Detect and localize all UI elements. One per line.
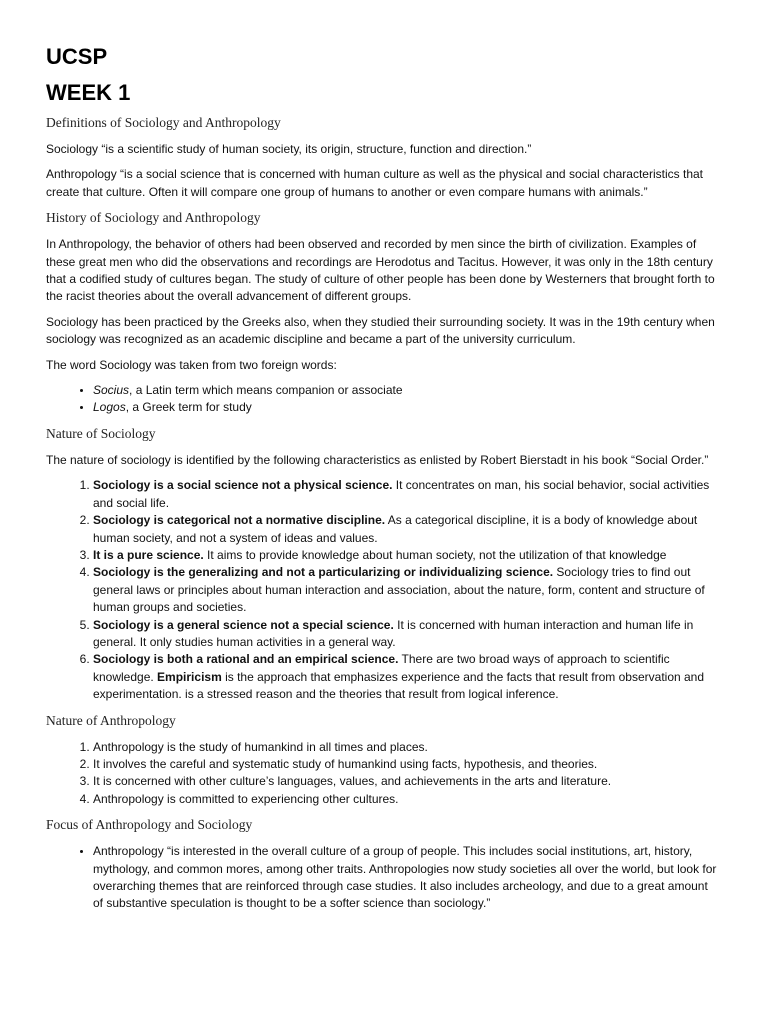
word-origin-list <box>46 382 718 417</box>
item-text: is the approach that emphasizes experience and the facts that result from observation and experimentation. is a stressed reason and the theories that result from logical inference. <box>93 669 705 702</box>
focus-list <box>46 843 718 913</box>
focus-heading: Focus of Anthropology and Sociology <box>46 817 253 833</box>
list-item <box>93 617 718 652</box>
item-lead: Sociology is categorical not a normative discipline. <box>93 513 386 528</box>
history-heading: History of Sociology and Anthropology <box>46 210 261 226</box>
list-item: 4. Anthropology is committed to experiencing other cultures. <box>93 791 718 808</box>
item-lead: Sociology is a social science not a physical science. <box>93 478 393 493</box>
item-lead: Sociology is the generalizing and not a particularizing or individualizing science. <box>93 565 554 580</box>
list-item: 1. Anthropology is the study of humankind in all times and places. <box>93 739 718 756</box>
term-description: , a Latin term which means companion or associate <box>129 383 403 398</box>
nature-sociology-heading: Nature of Sociology <box>46 425 156 441</box>
item-text: As a categorical discipline, it is a body of knowledge about human society, and not a system of ideas and values. <box>93 513 698 545</box>
list-item <box>93 399 718 416</box>
item-lead: It is a pure science. <box>93 547 204 562</box>
item-text: There are two broad ways of approach to scientific knowledge. <box>93 652 670 684</box>
document-title: UCSP <box>46 44 108 69</box>
list-item <box>93 382 718 399</box>
item-term: Empiricism <box>157 669 222 684</box>
nature-anthropology-list <box>46 739 718 809</box>
nature-anthropology-heading: Nature of Anthropology <box>46 712 176 728</box>
item-text: It is concerned with human interaction and human life in general. It only studies human activities in a general way. <box>93 617 694 649</box>
sociology-definition: Sociology “is a scientific study of human society, its origin, structure, function and direction.” <box>46 142 532 156</box>
term: Socius <box>93 383 130 398</box>
list-item: • Anthropology “is interested in the overall culture of a group of people. This includes social institutions, art, history, mythology, and common mores, among other traits. Anthropologies now study societies all over the world, but look for overarching themes that are reinforced through case studies. It also includes archeology, and due to a great amount of substantive speculation is thought to be a softer science than sociology.” <box>93 843 718 913</box>
term: Logos <box>93 400 126 415</box>
item-text: It concentrates on man, his social behavior, social activities and social life. <box>93 478 710 510</box>
history-paragraph-1: In Anthropology, the behavior of others had been observed and recorded by men since the birth of civilization. Examples of these great men who did the observations and recordings are Herodotus and Tacitus. However, it was only in the 18th century that a codified study of cultures began. The study of culture of other people has been done by Westerners that brought forth to the racist theories about the overall advancement of different groups. <box>46 237 715 304</box>
item-lead: Sociology is both a rational and an empirical science. <box>93 652 399 667</box>
list-item <box>93 564 718 616</box>
nature-sociology-list <box>46 477 718 703</box>
list-item <box>93 512 718 547</box>
term-description: , a Greek term for study <box>125 400 252 415</box>
item-text: It aims to provide knowledge about human society, not the utilization of that knowledge <box>203 547 667 562</box>
history-paragraph-3: The word Sociology was taken from two foreign words: <box>46 357 337 372</box>
definitions-heading: Definitions of Sociology and Anthropology <box>46 115 281 130</box>
list-item <box>93 477 718 512</box>
list-item <box>93 651 718 703</box>
list-item: 3. It is concerned with other culture’s languages, values, and achievements in the arts and literature. <box>93 773 718 790</box>
anthropology-definition: Anthropology “is a social science that is concerned with human culture as well as the physical and social characteristics that create that culture. Often it will compare one group of humans to another or even compare humans with animals.” <box>46 167 703 199</box>
list-item: 2. It involves the careful and systematic study of humankind using facts, hypothesis, and theories. <box>93 756 718 773</box>
item-text: Sociology tries to find out general laws or principles about human interaction and association, about the nature, form, content and structure of human groups and societies. <box>93 565 705 615</box>
history-paragraph-2: Sociology has been practiced by the Greeks also, when they studied their surrounding society. It was in the 19th century when sociology was recognized as an academic discipline and became a part of the university curriculum. <box>46 314 715 347</box>
week-heading: WEEK 1 <box>46 80 131 105</box>
item-lead: Sociology is a general science not a special science. <box>93 617 394 632</box>
list-item <box>93 547 718 564</box>
nature-sociology-intro: The nature of sociology is identified by the following characteristics as enlisted by Robert Bierstadt in his book “Social Order.” <box>46 452 709 467</box>
